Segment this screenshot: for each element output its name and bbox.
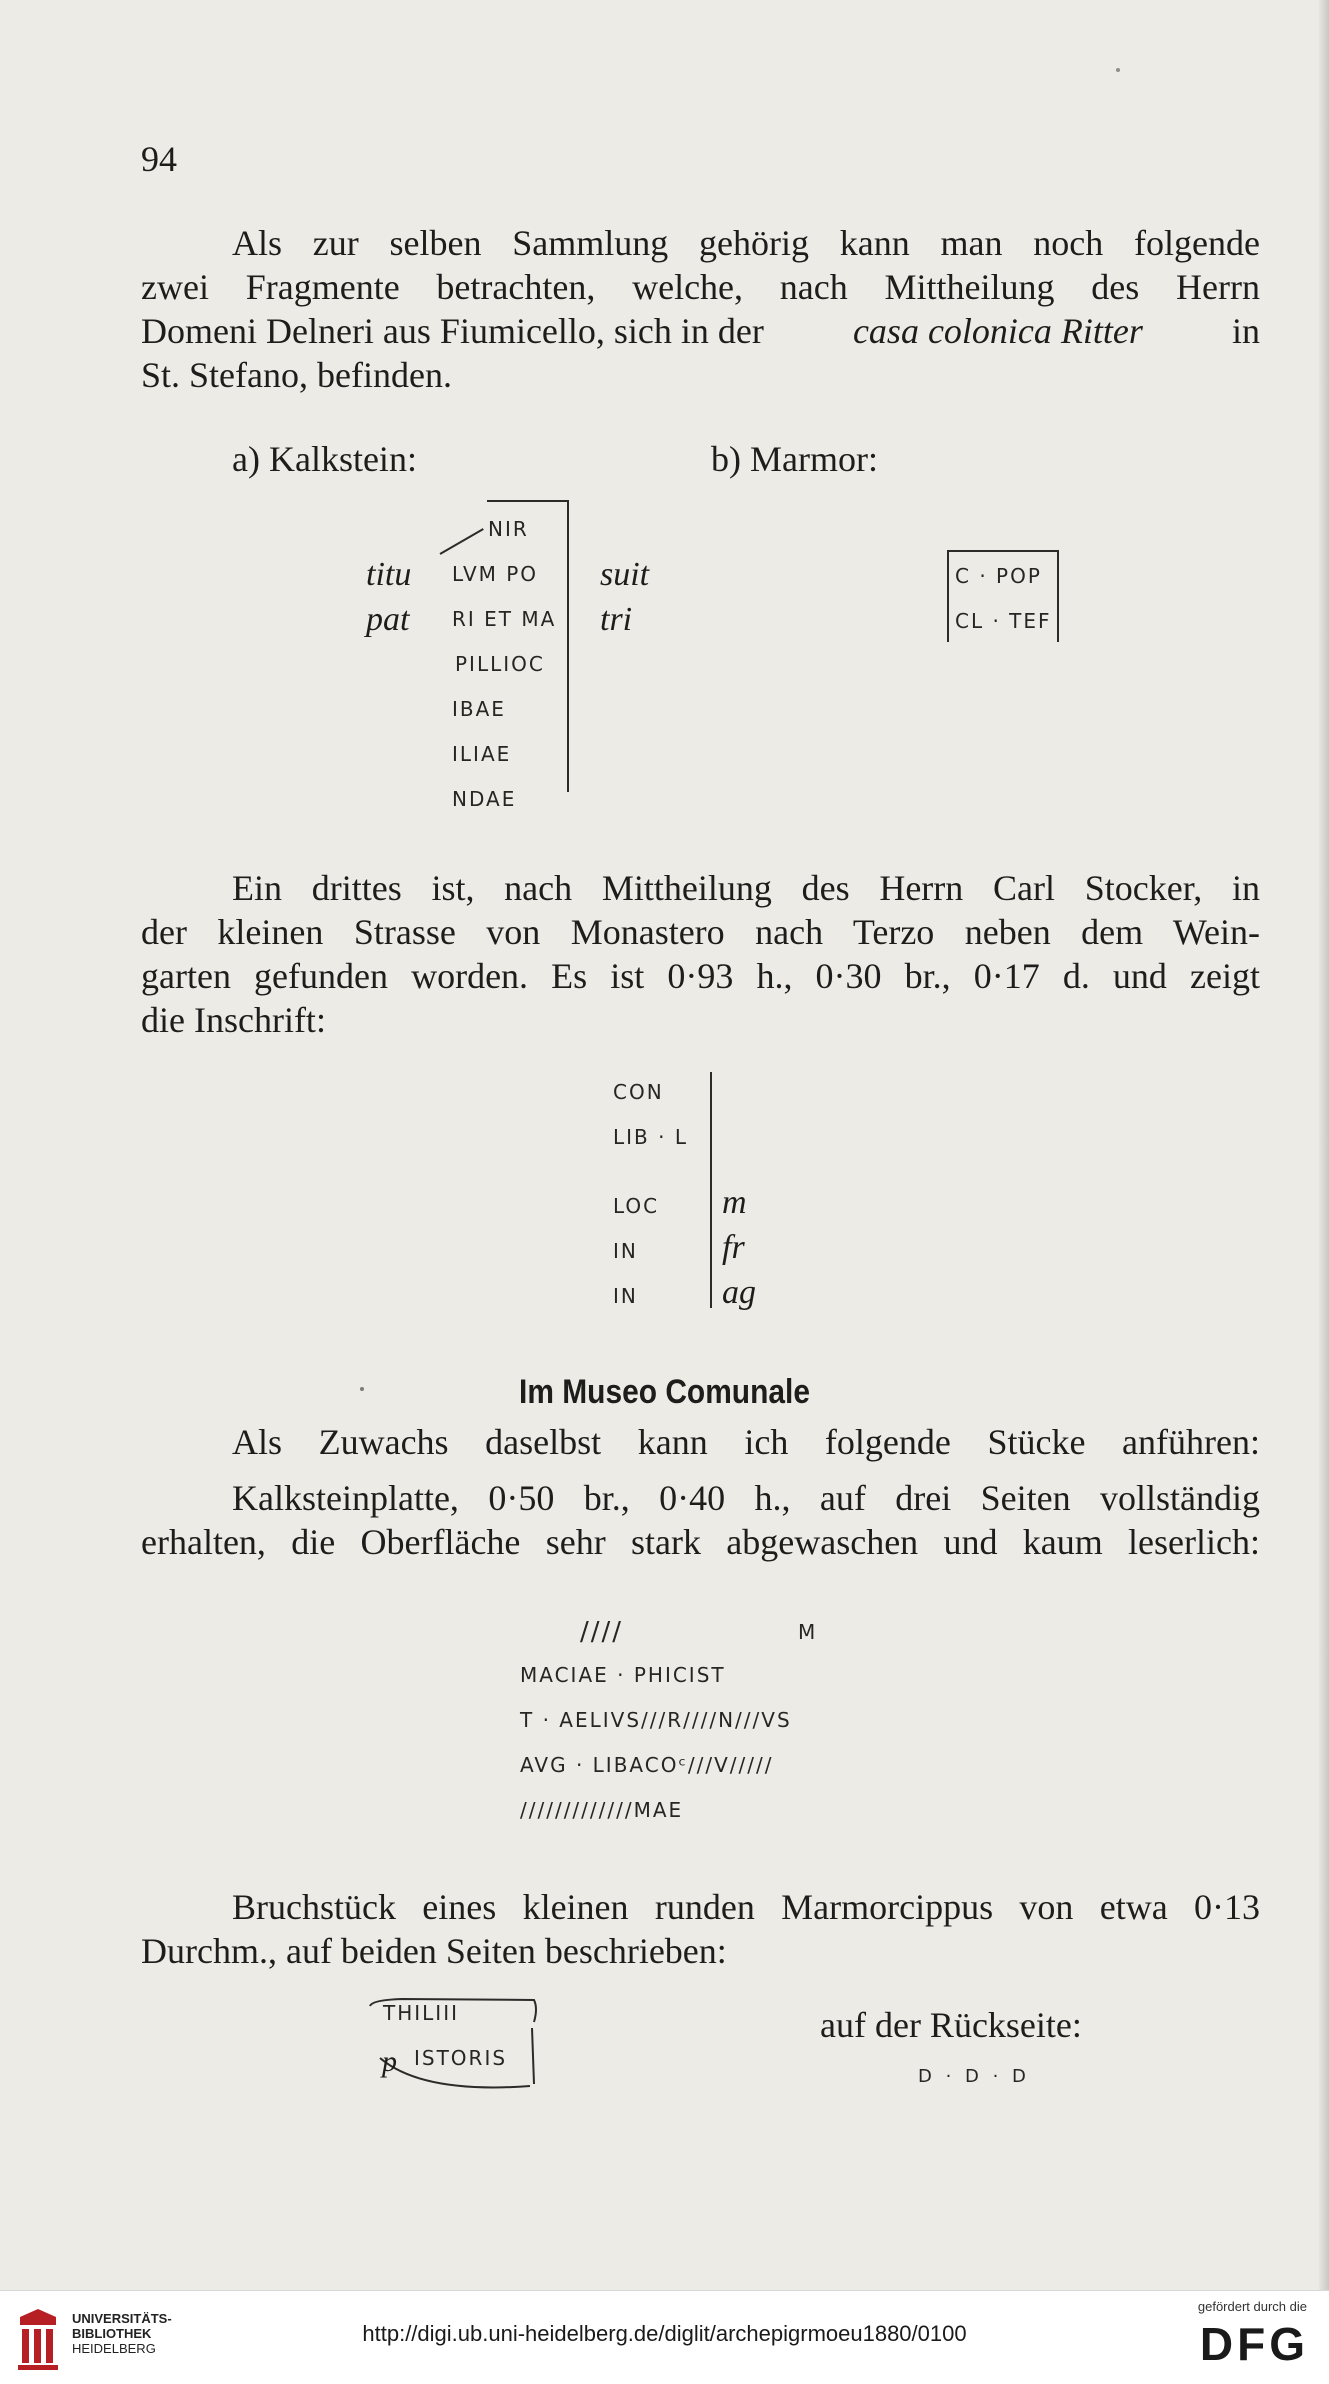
section-heading: Im Museo Comunale bbox=[519, 1373, 810, 1411]
fragment-a-line-4: PILLIOC bbox=[455, 652, 545, 676]
dfg-logo: DFG bbox=[1199, 2318, 1309, 2370]
fragment-a-right-edge bbox=[567, 500, 569, 792]
library-name-line-3: HEIDELBERG bbox=[72, 2341, 156, 2356]
permalink-url[interactable]: http://digi.ub.uni-heidelberg.de/diglit/archepigrmoeu1880/0100 bbox=[362, 2321, 967, 2346]
para1-line3 bbox=[141, 308, 1260, 354]
inscription3-line-4: AVG · LIBACOᶜ///V///// bbox=[520, 1753, 774, 1777]
inscription2-line-4: IN bbox=[613, 1239, 638, 1263]
inscription3-line-2: MACIAE · PHICIST bbox=[520, 1663, 726, 1687]
fragment-a-line-5: IBAE bbox=[452, 697, 506, 721]
fragment-a-supplement-left-2: pat bbox=[366, 601, 410, 638]
fragment-a-break-line bbox=[440, 528, 484, 555]
fragment-b-right-edge bbox=[1057, 550, 1059, 642]
fragment-b-left-edge bbox=[947, 550, 949, 642]
para1-line4: St. Stefano, befinden. bbox=[141, 355, 452, 395]
fragment-a-line-3: RI ET MA bbox=[452, 607, 557, 631]
inscription2-supplement-1: m bbox=[722, 1184, 747, 1221]
para1-line1: Als zur selben Sammlung gehörig kann man noch folgende bbox=[232, 223, 1260, 263]
cippus-back-text: D · D · D bbox=[918, 2066, 1030, 2087]
inscription2-line-3: LOC bbox=[613, 1194, 660, 1218]
funding-label: gefördert durch die bbox=[1197, 2299, 1307, 2314]
inscription3-line-5: /////////////MAE bbox=[520, 1798, 684, 1822]
fragment-b-label: b) Marmor: bbox=[711, 439, 878, 479]
para4-line1: Bruchstück eines kleinen runden Marmorcippus von etwa 0·13 bbox=[232, 1887, 1260, 1927]
cippus-back-label: auf der Rückseite: bbox=[820, 2005, 1082, 2045]
fragment-a-supplement-right-2: tri bbox=[600, 601, 633, 638]
para2-line4: die Inschrift: bbox=[141, 1000, 326, 1040]
para2-line2: der kleinen Strasse von Monastero nach Terzo neben dem Wein- bbox=[141, 912, 1260, 952]
cippus-front-prefix: p bbox=[382, 2045, 397, 2078]
inscription3-line-1: //// bbox=[580, 1617, 624, 1647]
fragment-a-line-2: LVM PO bbox=[452, 562, 539, 586]
fragment-a-supplement-left-1: titu bbox=[366, 556, 412, 593]
cippus-front-line-1: THILIII bbox=[383, 2001, 459, 2025]
para3-line1: Als Zuwachs daselbst kann ich folgende Stücke anführen: bbox=[232, 1422, 1260, 1462]
para3-line2: Kalksteinplatte, 0·50 br., 0·40 h., auf drei Seiten vollständig bbox=[232, 1478, 1260, 1518]
fragment-a-line-6: ILIAE bbox=[452, 742, 512, 766]
inscription3-line-3: T · AELIVS///R////N///VS bbox=[520, 1708, 792, 1732]
para4-line2: Durchm., auf beiden Seiten beschrieben: bbox=[141, 1931, 727, 1971]
footer-bar bbox=[0, 2290, 1329, 2384]
inscription2-supplement-3: ag bbox=[722, 1274, 756, 1311]
inscription2-line-5: IN bbox=[613, 1284, 638, 1308]
fragment-b-line-2: CL · TEF bbox=[955, 609, 1052, 633]
fragment-a-supplement-right-1: suit bbox=[600, 556, 650, 593]
inscription2-line-2: LIB · L bbox=[613, 1125, 688, 1149]
fragment-b-top-edge bbox=[947, 550, 1059, 552]
speck-2 bbox=[360, 1387, 364, 1391]
para2-line1: Ein drittes ist, nach Mittheilung des Herrn Carl Stocker, in bbox=[232, 868, 1260, 908]
inscription2-right-edge bbox=[710, 1072, 712, 1308]
fragment-a-line-7: NDAE bbox=[452, 787, 517, 811]
para1-line2: zwei Fragmente betrachten, welche, nach Mittheilung des Herrn bbox=[141, 267, 1260, 307]
inscription3-line-1-end: M bbox=[798, 1620, 818, 1644]
library-name-line-2: BIBLIOTHEK bbox=[72, 2326, 152, 2341]
fragment-a-line-1: NIR bbox=[488, 517, 529, 541]
para1-line3-end: in bbox=[1231, 311, 1260, 351]
cippus-front-line-2: ISTORIS bbox=[414, 2046, 508, 2070]
para3-line3: erhalten, die Oberfläche sehr stark abgewaschen und kaum leserlich: bbox=[141, 1522, 1260, 1562]
page-edge bbox=[1319, 0, 1329, 2290]
fragment-a-label: a) Kalkstein: bbox=[232, 439, 417, 479]
fragment-b-line-1: C · POP bbox=[955, 564, 1042, 588]
page-number: 94 bbox=[141, 139, 177, 179]
para2-line3: garten gefunden worden. Es ist 0·93 h., 0·30 br., 0·17 d. und zeigt bbox=[141, 956, 1260, 996]
para1-italic-place: casa colonica Ritter bbox=[852, 311, 1143, 351]
fragment-a-top-edge bbox=[487, 500, 567, 502]
library-name-line-1: UNIVERSITÄTS- bbox=[72, 2311, 172, 2326]
para1-line3-text: Domeni Delneri aus Fiumicello, sich in der bbox=[141, 311, 764, 351]
speck-1 bbox=[1116, 68, 1120, 72]
inscription2-line-1: CON bbox=[613, 1080, 664, 1104]
inscription2-supplement-2: fr bbox=[722, 1229, 745, 1266]
